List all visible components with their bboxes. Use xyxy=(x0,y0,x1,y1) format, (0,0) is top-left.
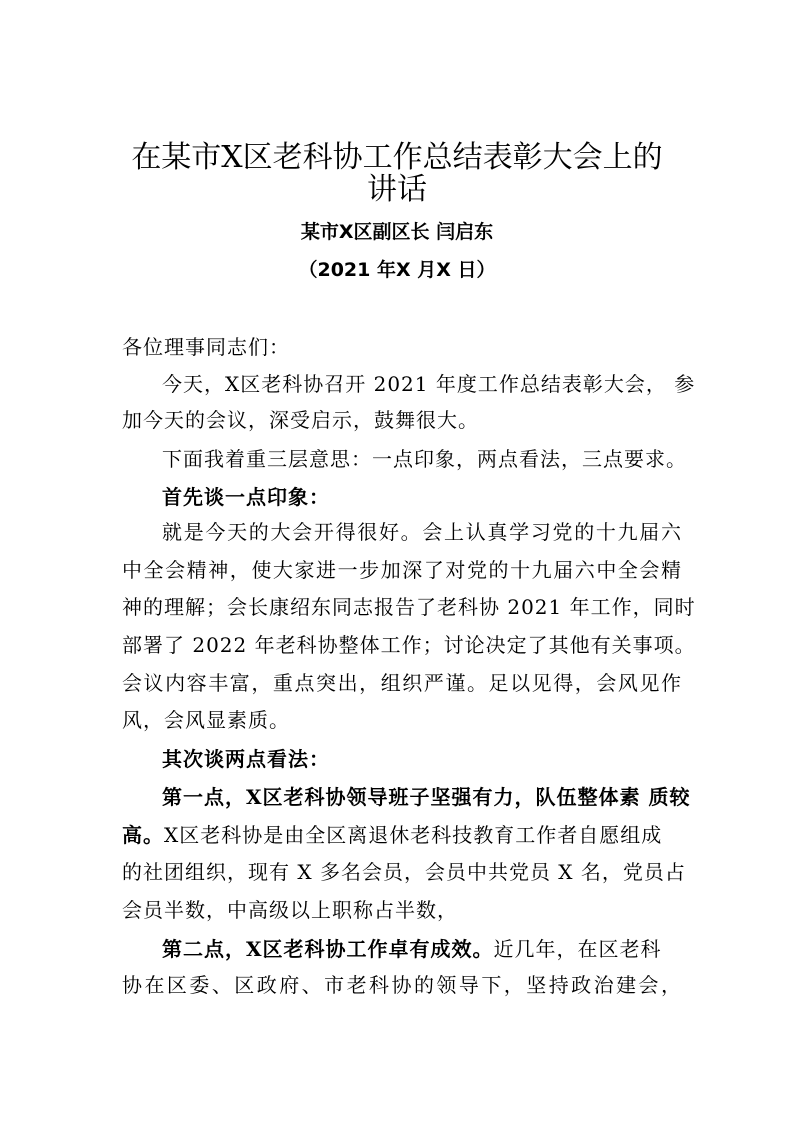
speech-date: （2021 年X 月X 日） xyxy=(298,259,496,281)
paragraph-text: X区老科协是由全区离退休老科技教育工作者自愿组成 xyxy=(164,823,663,847)
document-title-line2: 讲话 xyxy=(367,172,427,207)
paragraph-line: 风，会风显素质。 xyxy=(122,708,290,732)
paragraph-line: 会议内容丰富，重点突出，组织严谨。足以见得，会风见作 xyxy=(122,671,682,695)
paragraph-line: 部署了 2022 年老科协整体工作；讨论决定了其他有关事项。 xyxy=(122,633,696,657)
section-heading: 其次谈两点看法： xyxy=(162,747,330,771)
paragraph-line: 加今天的会议，深受启示，鼓舞很大。 xyxy=(122,408,479,432)
paragraph-line: 神的理解；会长康绍东同志报告了老科协 2021 年工作，同时 xyxy=(122,595,696,619)
paragraph-line xyxy=(162,936,682,962)
paragraph-text: 近几年，在区老科 xyxy=(493,937,662,961)
section-heading: 首先谈一点印象： xyxy=(162,485,330,509)
paragraph-line: 下面我着重三层意思：一点印象，两点看法，三点要求。 xyxy=(162,447,687,471)
paragraph-line: 中全会精神，使大家进一步加深了对党的十九届六中全会精 xyxy=(122,558,682,582)
paragraph-line: 就是今天的大会开得很好。会上认真学习党的十九届六 xyxy=(162,520,682,544)
point-heading-end: 高。 xyxy=(122,823,164,847)
paragraph-line xyxy=(122,822,682,848)
paragraph-line: 今天，X区老科协召开 2021 年度工作总结表彰大会， 参 xyxy=(162,372,696,396)
speaker-byline: 某市X区副区长 闫启东 xyxy=(300,221,494,243)
paragraph-line: 会员半数，中高级以上职称占半数， xyxy=(122,898,458,922)
salutation: 各位理事同志们： xyxy=(122,335,290,359)
paragraph-line: 协在区委、区政府、市老科协的领导下，坚持政治建会， xyxy=(122,973,682,997)
paragraph-line: 的社团组织，现有 X 多名会员，会员中共党员 X 名，党员占 xyxy=(122,860,686,884)
document-title-line1: 在某市X区老科协工作总结表彰大会上的 xyxy=(131,140,663,175)
point-heading: 第二点，X区老科协工作卓有成效。 xyxy=(162,937,494,961)
point-heading: 第一点，X区老科协领导班子坚强有力，队伍整体素 质较 xyxy=(162,785,691,809)
